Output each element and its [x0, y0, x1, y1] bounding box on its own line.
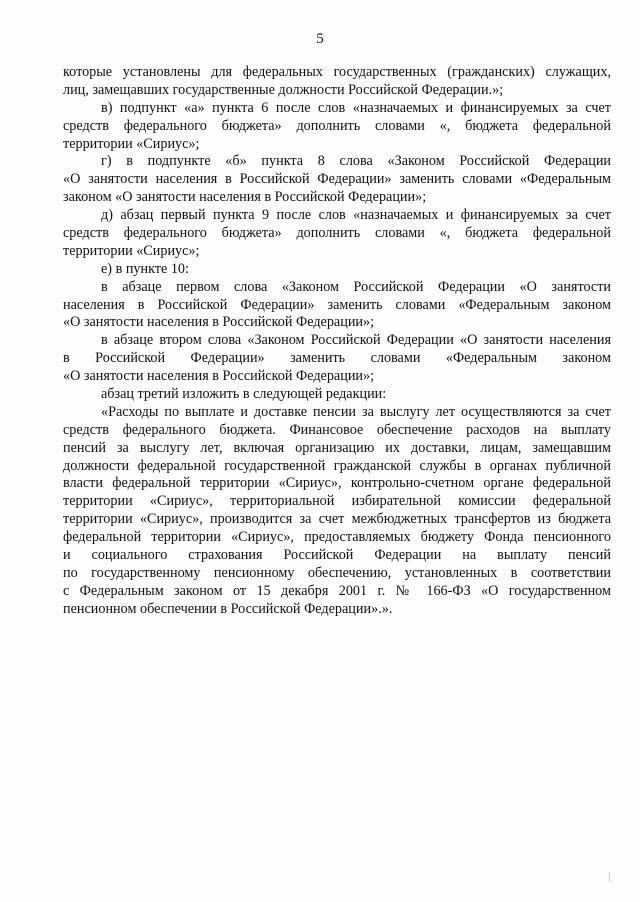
text-line: пенсионном обеспечении в Российской Федерации».». — [63, 600, 393, 617]
text-line: е) в пункте 10: — [101, 260, 189, 277]
text-line: средств федерального бюджета» дополнить словами «, бюджета федеральной — [63, 225, 611, 242]
text-line: территории «Сириус»; — [63, 242, 200, 259]
text-line: «О занятости населения в Российской Федерации»; — [63, 314, 375, 331]
text-line: территории «Сириус», производится за счет межбюджетных трансфертов из бюджета — [63, 511, 611, 528]
text-line: «О занятости населения в Российской Федерации»; — [63, 368, 375, 385]
text-line: по государственному пенсионному обеспечению, установленных в соответствии — [63, 564, 611, 581]
text-line: в) подпункт «а» пункта 6 после слов «назначаемых и финансируемых за счет — [101, 99, 611, 116]
text-line: власти федеральной территории «Сириус», контрольно-счетном органе федеральной — [63, 475, 611, 492]
text-line: д) абзац первый пункта 9 после слов «назначаемых и финансируемых за счет — [101, 207, 611, 224]
text-line: абзац третий изложить в следующей редакции: — [101, 386, 387, 403]
text-line: «Расходы по выплате и доставке пенсии за выслугу лет осуществляются за счет — [101, 403, 611, 420]
text-line: «О занятости населения в Российской Федерации» заменить словами «Федеральным — [63, 171, 611, 188]
text-line: и социального страхования Российской Федерации на выплату пенсий — [63, 547, 611, 564]
page-number: 5 — [316, 31, 324, 47]
document-body — [63, 64, 611, 619]
text-line: пенсий за выслугу лет, включая организацию их доставки, лицам, замещавшим — [63, 439, 611, 456]
text-line: средств федерального бюджета. Финансовое обеспечение расходов на выплату — [63, 421, 611, 438]
text-line: в абзаце втором слова «Законом Российской Федерации «О занятости населения — [101, 332, 611, 349]
text-line: населения в Российской Федерации» заменить словами «Федеральным законом — [63, 296, 611, 313]
text-line: законом «О занятости населения в Российской Федерации»; — [63, 189, 427, 206]
text-line: которые установлены для федеральных государственных (гражданских) служащих, — [63, 64, 611, 80]
text-line: средств федерального бюджета» дополнить словами «, бюджета федеральной — [63, 117, 611, 134]
text-line: в абзаце первом слова «Законом Российской Федерации «О занятости — [101, 278, 611, 295]
text-line: лиц, замещавших государственные должности Российской Федерации.»; — [63, 81, 504, 98]
text-line: территории «Сириус»; — [63, 135, 200, 152]
text-line: должности федеральной государственной гражданской службы в органах публичной — [63, 457, 611, 474]
text-line: территории «Сириус», территориальной избирательной комиссии федеральной — [63, 493, 611, 510]
text-line: федеральной территории «Сириус», предоставляемых бюджету Фонда пенсионного — [63, 529, 611, 546]
text-line: с Федеральным законом от 15 декабря 2001 г. № 166-ФЗ «О государственном — [63, 582, 611, 599]
text-line: в Российской Федерации» заменить словами «Федеральным законом — [63, 350, 611, 367]
text-line: г) в подпункте «б» пункта 8 слова «Законом Российской Федерации — [101, 153, 611, 170]
scan-artifact — [609, 872, 610, 882]
